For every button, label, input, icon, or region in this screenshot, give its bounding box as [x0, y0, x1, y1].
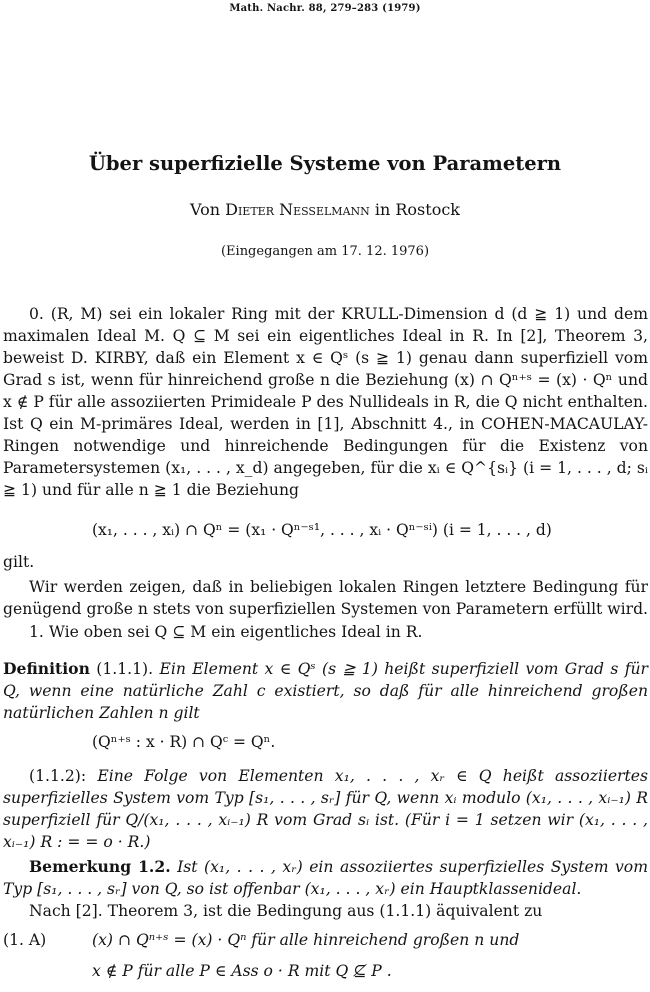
remark-follow: Nach [2]. Theorem 3, ist die Bedingung aus (1.1.1) äquivalent zu	[29, 902, 543, 920]
definition-block	[3, 658, 648, 724]
condition-label: (1. A)	[3, 931, 47, 949]
definition-part2-text: Eine Folge von Elementen x₁, . . . , xᵣ ∈ Q heißt assoziiertes superfizielles System vom Typ [s₁, . . . , sᵣ] für Q, wenn xᵢ modulo (x₁, . . . , xᵢ₋₁) R superfiziell für Q/(x₁, . . . , xᵢ₋₁) R vom Grad sᵢ ist. (Für i = 1 setzen wir (x₁, . . . , xᵢ₋₁) R : = = o · R.)	[3, 767, 648, 851]
journal-header: Math. Nachr. 88, 279–283 (1979)	[229, 3, 421, 14]
definition-formula: (Qⁿ⁺ˢ : x · R) ∩ Qᶜ = Qⁿ.	[92, 733, 276, 751]
definition-paragraph	[3, 658, 648, 724]
paper-title: Über superfizielle Systeme von Parametern	[88, 152, 562, 175]
definition-text: Ein Element x ∈ Qˢ (s ≧ 1) heißt superfiziell vom Grad s für Q, wenn eine natürliche Zahl c existiert, so daß für alle hinreichend großen natürlichen Zahlen n gilt	[3, 660, 648, 722]
remark-text: Ist (x₁, . . . , xᵣ) ein assoziiertes superfizielles System vom Typ [s₁, . . . , sᵣ] von Q, so ist offenbar (x₁, . . . , xᵣ) ein Hauptklassenideal.	[3, 858, 648, 898]
section1-intro-text: 1. Wie oben sei Q ⊆ M ein eigentliches Ideal in R.	[29, 623, 423, 641]
definition-part2	[3, 765, 648, 853]
author-prefix: Von	[190, 200, 221, 219]
definition-part2-label: (1.1.2):	[29, 767, 87, 785]
section0-paragraph1	[3, 303, 648, 501]
section0-par1-text: 0. (R, M) sei ein lokaler Ring mit der KRULL-Dimension d (d ≧ 1) und dem maximalen Ideal M. Q ⊆ M sei ein eigentliches Ideal in R. In [2], Theorem 3, beweist D. KIRBY, daß ein Element x ∈ Qˢ (s ≧ 1) genau dann superfiziell vom Grad s ist, wenn für hinreichend große n die Beziehung (x) ∩ Qⁿ⁺ˢ = (x) · Qⁿ und x ∉ P für alle assoziierten Primideale P des Nullideals in R, die Q nicht enthalten. Ist Q ein M-primäres Ideal, werden in [1], Abschnitt 4., in COHEN-MACAULAY-Ringen notwendige und hinreichende Bedingungen für die Existenz von Parametersystemen (x₁, . . . , x_d) angegeben, für die xᵢ ∈ Q^{sᵢ} (i = 1, . . . , d; sᵢ ≧ 1) und für alle n ≧ 1 die Beziehung	[3, 305, 648, 499]
remark-block	[3, 856, 648, 922]
definition-part2-paragraph	[3, 765, 648, 853]
author-suffix: in Rostock	[374, 200, 460, 219]
received-date: (Eingegangen am 17. 12. 1976)	[220, 244, 430, 259]
condition-line2: x ∉ P für alle P ∈ Ass o · R mit Q ⊈ P .	[92, 962, 392, 980]
section0-paragraph2	[3, 576, 648, 620]
author-line	[0, 200, 650, 219]
remark-paragraph	[3, 856, 648, 900]
section1-intro	[3, 621, 648, 643]
section0-formula: (x₁, . . . , xᵢ) ∩ Qⁿ = (x₁ · Qⁿ⁻ˢ¹, . . . , xᵢ · Qⁿ⁻ˢⁱ) (i = 1, . . . , d)	[92, 521, 552, 539]
section0-gilt: gilt.	[3, 553, 35, 571]
definition-number: (1.1.1).	[96, 660, 154, 678]
remark-label: Bemerkung 1.2.	[29, 857, 171, 876]
condition-line1: (x) ∩ Qⁿ⁺ˢ = (x) · Qⁿ für alle hinreichend großen n und	[92, 931, 520, 949]
section0-par2-text: Wir werden zeigen, daß in beliebigen lokalen Ringen letztere Bedingung für genügend große n stets von superfiziellen Systemen von Parametern erfüllt wird.	[3, 578, 649, 618]
author-name: Dieter Nesselmann	[225, 200, 370, 219]
definition-label: Definition	[3, 659, 90, 678]
